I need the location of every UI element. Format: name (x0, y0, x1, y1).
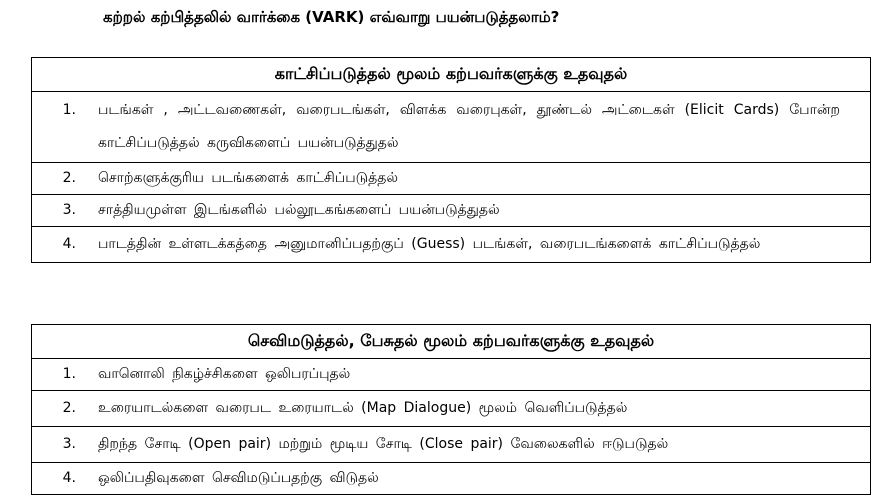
table-row (32, 227, 871, 263)
table-title: காட்சிப்படுத்தல் மூலம் கற்பவர்களுக்கு உதவுதல் (32, 58, 871, 92)
table-row (32, 463, 871, 495)
table-row (32, 163, 871, 195)
item-text: ஒலிப்பதிவுகளை செவிமடுப்பதற்கு விடுதல் (98, 470, 379, 486)
item-text: சாத்தியமுள்ள இடங்களில் பல்லூடகங்களைப் பயன்படுத்துதல் (98, 202, 500, 218)
table-row (32, 391, 871, 427)
table-row (32, 92, 871, 163)
item-number: 3. (62, 436, 76, 452)
item-text: உரையாடல்களை வரைபட உரையாடல் (Map Dialogue) மூலம் வெளிப்படுத்தல் (98, 400, 628, 416)
table-row (32, 427, 871, 463)
item-text: சொற்களுக்குரிய படங்களைக் காட்சிப்படுத்தல் (98, 170, 398, 186)
item-number: 4. (62, 470, 76, 486)
item-text: பாடத்தின் உள்ளடக்கத்தை அனுமானிப்பதற்குப் (Guess) படங்கள், வரைபடங்களைக் காட்சிப்படுத்தல் (98, 236, 761, 252)
item-number: 3. (62, 202, 76, 218)
item-text: திறந்த சோடி (Open pair) மற்றும் மூடிய சோடி (Close pair) வேலைகளில் ஈடுபடுதல் (98, 436, 669, 452)
item-number: 2. (62, 400, 76, 416)
item-text: படங்கள் , அட்டவணைகள், வரைபடங்கள், விளக்க வரைபுகள், தூண்டல் அட்டைகள் (Elicit Cards) போன்ற காட்சிப்படுத்தல் கருவிகளைப் பயன்படுத்துதல் (98, 102, 840, 151)
auditory-strategies-table (31, 324, 871, 495)
item-number: 4. (62, 236, 76, 252)
visual-strategies-table (31, 57, 871, 263)
table-row (32, 195, 871, 227)
page-heading: கற்றல் கற்பித்தலில் வார்க்கை (VARK) எவ்வாறு பயன்படுத்தலாம்? (103, 8, 560, 26)
table-header-row (32, 325, 871, 359)
item-number: 2. (62, 170, 76, 186)
table-title: செவிமடுத்தல், பேசுதல் மூலம் கற்பவர்களுக்கு உதவுதல் (32, 325, 871, 359)
item-number: 1. (62, 366, 76, 382)
table-header-row (32, 58, 871, 92)
item-text: வானொலி நிகழ்ச்சிகளை ஒலிபரப்புதல் (98, 366, 351, 382)
item-number: 1. (62, 102, 76, 118)
table-row (32, 359, 871, 391)
